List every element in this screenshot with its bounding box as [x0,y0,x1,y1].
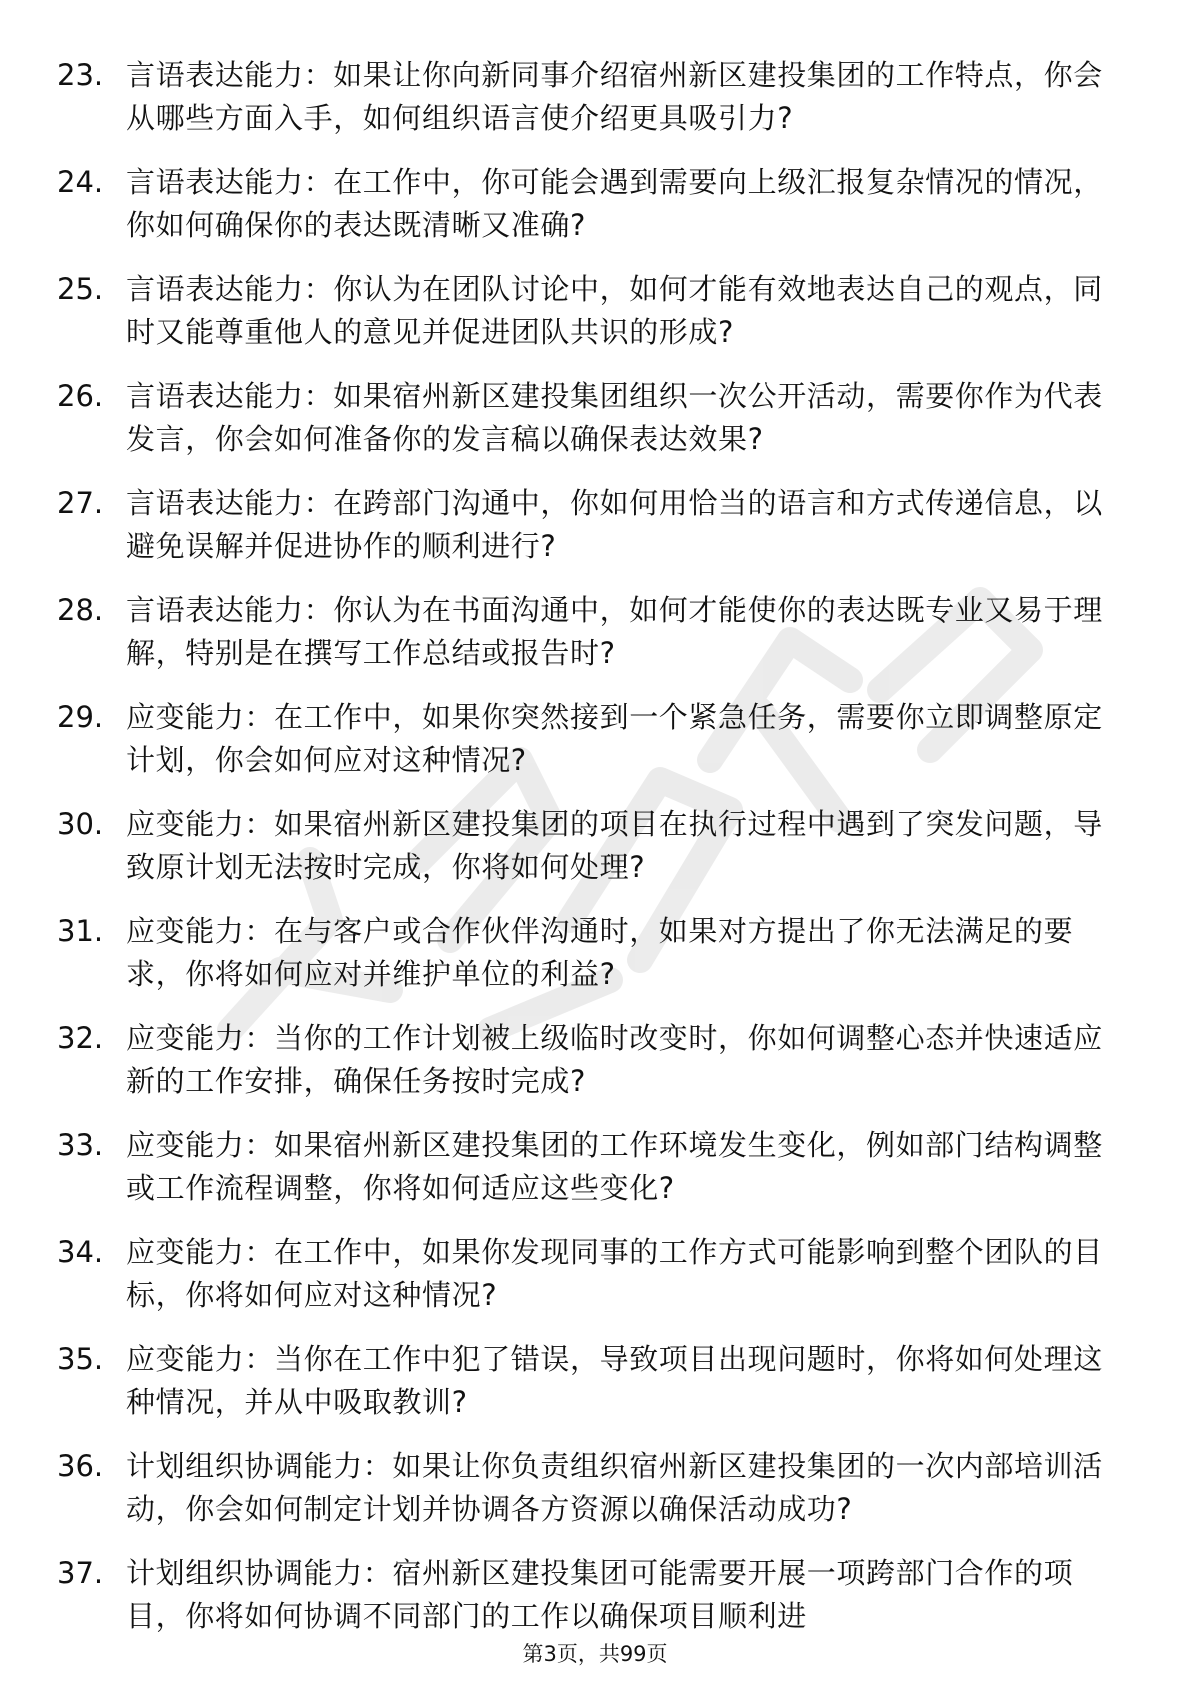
question-item [0,803,1190,889]
question-number: 34. [57,1235,104,1269]
question-number: 33. [57,1128,104,1162]
question-number: 30. [57,807,104,841]
question-number: 26. [57,379,104,413]
question-item [0,268,1190,354]
question-item [0,1338,1190,1424]
question-number: 37. [57,1556,104,1590]
question-number: 25. [57,272,104,306]
question-text: 言语表达能力：如果让你向新同事介绍宿州新区建投集团的工作特点，你会从哪些方面入手，如何组织语言使介绍更具吸引力? [126,58,1103,135]
question-text: 言语表达能力：你认为在书面沟通中，如何才能使你的表达既专业又易于理解，特别是在撰写工作总结或报告时? [126,593,1103,670]
question-text: 应变能力：在与客户或合作伙伴沟通时，如果对方提出了你无法满足的要求，你将如何应对并维护单位的利益? [126,914,1074,991]
question-item [0,910,1190,996]
question-item [0,375,1190,461]
question-number: 35. [57,1342,104,1376]
question-number: 36. [57,1449,104,1483]
question-item [0,1552,1190,1638]
question-item [0,589,1190,675]
question-item [0,482,1190,568]
question-text: 应变能力：在工作中，如果你突然接到一个紧急任务，需要你立即调整原定计划，你会如何应对这种情况? [126,700,1103,777]
question-number: 32. [57,1021,104,1055]
question-text: 应变能力：如果宿州新区建投集团的项目在执行过程中遇到了突发问题，导致原计划无法按时完成，你将如何处理? [126,807,1103,884]
question-text: 计划组织协调能力：如果让你负责组织宿州新区建投集团的一次内部培训活动，你会如何制定计划并协调各方资源以确保活动成功? [126,1449,1103,1526]
question-item [0,1017,1190,1103]
question-item [0,161,1190,247]
question-item [0,696,1190,782]
question-text: 言语表达能力：在跨部门沟通中，你如何用恰当的语言和方式传递信息，以避免误解并促进协作的顺利进行? [126,486,1103,563]
question-item [0,1445,1190,1531]
page-footer: 第3页，共99页 [522,1642,668,1666]
question-text: 应变能力：当你在工作中犯了错误，导致项目出现问题时，你将如何处理这种情况，并从中吸取教训? [126,1342,1103,1419]
question-text: 言语表达能力：在工作中，你可能会遇到需要向上级汇报复杂情况的情况，你如何确保你的表达既清晰又准确? [126,165,1103,242]
question-number: 31. [57,914,104,948]
question-number: 29. [57,700,104,734]
question-text: 计划组织协调能力：宿州新区建投集团可能需要开展一项跨部门合作的项目，你将如何协调不同部门的工作以确保项目顺利进 [126,1556,1074,1633]
question-number: 27. [57,486,104,520]
question-item [0,1124,1190,1210]
question-item [0,1231,1190,1317]
question-text: 应变能力：在工作中，如果你发现同事的工作方式可能影响到整个团队的目标，你将如何应对这种情况? [126,1235,1103,1312]
question-number: 28. [57,593,104,627]
question-text: 应变能力：当你的工作计划被上级临时改变时，你如何调整心态并快速适应新的工作安排，确保任务按时完成? [126,1021,1103,1098]
question-text: 言语表达能力：你认为在团队讨论中，如何才能有效地表达自己的观点，同时又能尊重他人的意见并促进团队共识的形成? [126,272,1103,349]
question-text: 言语表达能力：如果宿州新区建投集团组织一次公开活动，需要你作为代表发言，你会如何准备你的发言稿以确保表达效果? [126,379,1103,456]
question-text: 应变能力：如果宿州新区建投集团的工作环境发生变化，例如部门结构调整或工作流程调整，你将如何适应这些变化? [126,1128,1103,1205]
question-number: 24. [57,165,104,199]
question-list [0,54,1190,1659]
question-item [0,54,1190,140]
question-number: 23. [57,58,104,92]
